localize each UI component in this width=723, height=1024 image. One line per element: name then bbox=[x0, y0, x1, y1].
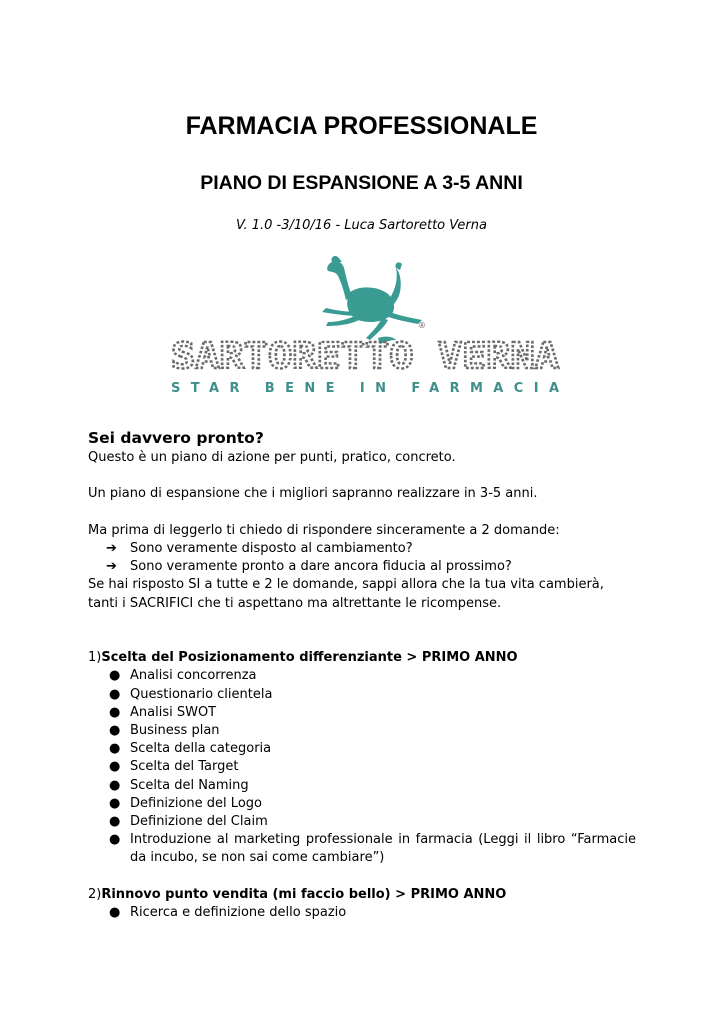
bullet-icon: ● bbox=[109, 704, 121, 720]
intro-paragraph-4: Se hai risposto SI a tutte e 2 le domande, sappi allora che la tua vita cambierà, tanti i SACRIFICI che ti aspettano ma altrettante le ricompense. bbox=[88, 577, 604, 611]
bullet-icon: ● bbox=[109, 668, 121, 684]
list-item: ● Introduzione al marketing professionale in farmacia (Leggi il libro “Farmacie da incubo, se non sai come cambiare”) bbox=[109, 832, 636, 866]
intro-paragraph-3: Ma prima di leggerlo ti chiedo di rispondere sinceramente a 2 domande: bbox=[88, 522, 560, 538]
section-2-list bbox=[88, 904, 636, 922]
brand-wordmark: SARTORETTO VERNA bbox=[171, 336, 560, 377]
section-1-heading bbox=[88, 649, 636, 667]
arrow-right-icon: ➔ bbox=[106, 540, 117, 556]
intro-paragraph-1: Questo è un piano di azione per punti, pratico, concreto. bbox=[88, 450, 456, 465]
intro-heading: Sei davvero pronto? bbox=[88, 429, 264, 447]
question-text: Sono veramente disposto al cambiamento? bbox=[130, 540, 413, 556]
document-body bbox=[88, 428, 636, 922]
bullet-icon: ● bbox=[109, 814, 121, 829]
version-line: V. 1.0 -3/10/16 - Luca Sartoretto Verna bbox=[236, 218, 487, 233]
list-item: ● Questionario clientela bbox=[106, 686, 636, 704]
section-1-list bbox=[88, 667, 636, 867]
bullet-icon: ● bbox=[109, 759, 121, 775]
list-item: ● Scelta della categoria bbox=[106, 740, 636, 758]
list-item: ● Ricerca e definizione dello spazio bbox=[106, 904, 636, 922]
intro-paragraph-2: Un piano di espansione che i migliori sapranno realizzare in 3-5 anni. bbox=[88, 486, 538, 502]
question-item bbox=[106, 540, 636, 558]
section-title: Scelta del Posizionamento differenziante > PRIMO ANNO bbox=[101, 650, 518, 666]
bullet-icon: ● bbox=[109, 686, 121, 702]
bullet-icon: ● bbox=[109, 832, 121, 848]
sartoretto-verna-logo bbox=[160, 252, 570, 397]
bullet-icon: ● bbox=[109, 795, 121, 811]
brand-tagline: STAR BENE IN FARMACIA bbox=[171, 381, 559, 396]
flying-horse-icon bbox=[322, 256, 422, 344]
question-item bbox=[106, 558, 636, 576]
list-item: ● Analisi concorrenza bbox=[106, 667, 636, 685]
list-item: ● Definizione del Logo bbox=[106, 795, 636, 813]
list-item: ● Analisi SWOT bbox=[106, 704, 636, 722]
document-subtitle: PIANO DI ESPANSIONE A 3-5 ANNI bbox=[200, 172, 523, 194]
section-2-heading bbox=[88, 886, 636, 904]
section-title: Rinnovo punto vendita (mi faccio bello) > PRIMO ANNO bbox=[101, 886, 507, 902]
arrow-right-icon: ➔ bbox=[106, 559, 117, 575]
section-number: 2) bbox=[88, 886, 102, 902]
list-item: ● Business plan bbox=[106, 722, 636, 740]
bullet-icon: ● bbox=[109, 777, 121, 793]
document-title: FARMACIA PROFESSIONALE bbox=[185, 112, 538, 140]
bullet-icon: ● bbox=[109, 741, 121, 757]
bullet-icon: ● bbox=[109, 905, 121, 920]
list-item: ● Scelta del Naming bbox=[106, 777, 636, 795]
bullet-icon: ● bbox=[109, 722, 121, 738]
list-item: ● Definizione del Claim bbox=[106, 813, 636, 831]
section-number: 1) bbox=[88, 650, 102, 666]
question-list bbox=[88, 540, 636, 576]
question-text: Sono veramente pronto a dare ancora fiducia al prossimo? bbox=[130, 559, 512, 575]
registered-mark: ® bbox=[418, 321, 426, 330]
list-item: ● Scelta del Target bbox=[106, 758, 636, 776]
